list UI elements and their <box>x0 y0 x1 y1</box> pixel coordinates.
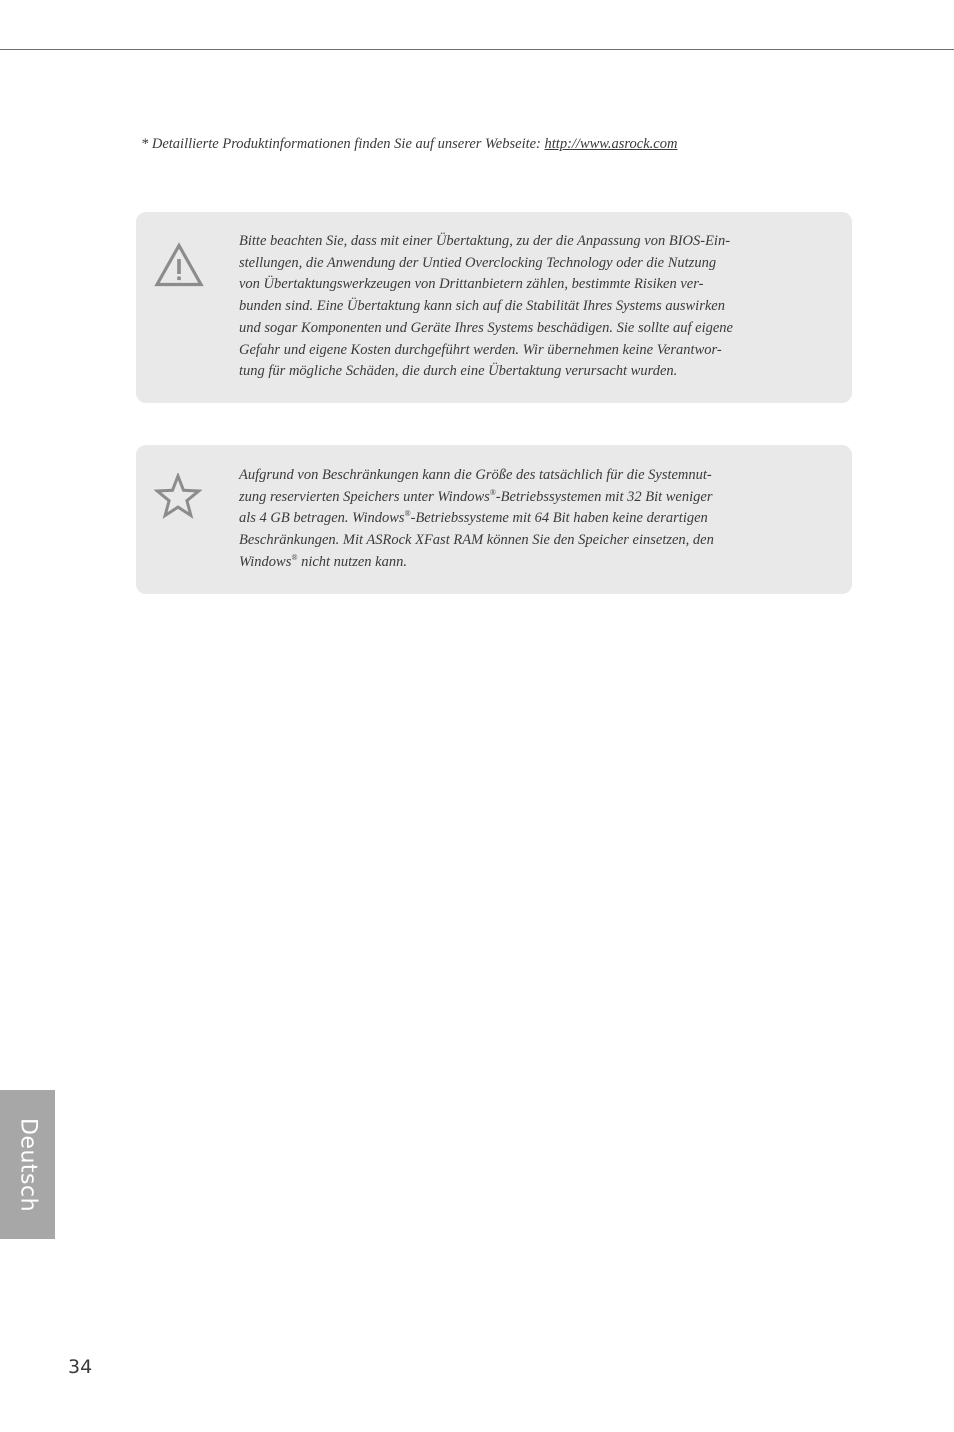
warning-line: Gefahr und eigene Kosten durchgeführt werden. Wir übernehmen keine Verantwor- <box>239 341 722 358</box>
registered-mark: ® <box>489 487 496 497</box>
registered-mark: ® <box>291 552 298 562</box>
page-number: 34 <box>68 1356 93 1378</box>
warning-line: von Übertaktungswerkzeugen von Drittanbietern zählen, bestimmte Risiken ver- <box>239 276 704 293</box>
memory-limit-note-box <box>136 445 852 594</box>
warning-note-text <box>239 231 784 383</box>
footnote-text: * Detaillierte Produktinformationen finden Sie auf unserer Webseite: <box>141 136 545 152</box>
warning-line: Bitte beachten Sie, dass mit einer Übertaktung, zu der die Anpassung von BIOS-Ein- <box>239 233 731 249</box>
star-icon <box>154 473 202 519</box>
text-segment: -Betriebssysteme mit 64 Bit haben keine derartigen <box>410 510 708 527</box>
text-segment: Windows <box>239 553 292 570</box>
text-segment: als 4 GB betragen. Windows <box>239 510 405 527</box>
warning-line: bunden sind. Eine Übertaktung kann sich auf die Stabilität Ihres Systems auswirken <box>239 298 725 315</box>
warning-line: stellungen, die Anwendung der Untied Overclocking Technology oder die Nutzung <box>239 254 717 271</box>
asrock-website-link[interactable]: http://www.asrock.com <box>544 136 678 152</box>
text-segment: -Betriebssystemen mit 32 Bit weniger <box>495 488 713 505</box>
warning-line: und sogar Komponenten und Geräte Ihres Systems beschädigen. Sie sollte auf eigene <box>239 319 733 336</box>
overclocking-warning-box <box>136 212 852 403</box>
warning-triangle-icon <box>154 242 204 288</box>
memory-note-line: Aufgrund von Beschränkungen kann die Größe des tatsächlich für die Systemnut- <box>239 467 712 483</box>
language-side-tab <box>0 1090 55 1239</box>
memory-note-text <box>239 465 784 574</box>
memory-note-line <box>239 552 784 574</box>
header-rule <box>0 49 954 50</box>
product-info-footnote <box>141 135 901 153</box>
text-segment: zung reservierten Speichers unter Windows <box>239 488 490 505</box>
warning-line: tung für mögliche Schäden, die durch eine Übertaktung verursacht wurden. <box>239 363 678 380</box>
text-segment: nicht nutzen kann. <box>297 553 407 570</box>
memory-note-line <box>239 508 784 530</box>
language-tab-label: Deutsch <box>15 1117 40 1212</box>
memory-note-line <box>239 487 784 509</box>
memory-note-line: Beschränkungen. Mit ASRock XFast RAM können Sie den Speicher einsetzen, den <box>239 532 714 549</box>
registered-mark: ® <box>404 509 411 519</box>
